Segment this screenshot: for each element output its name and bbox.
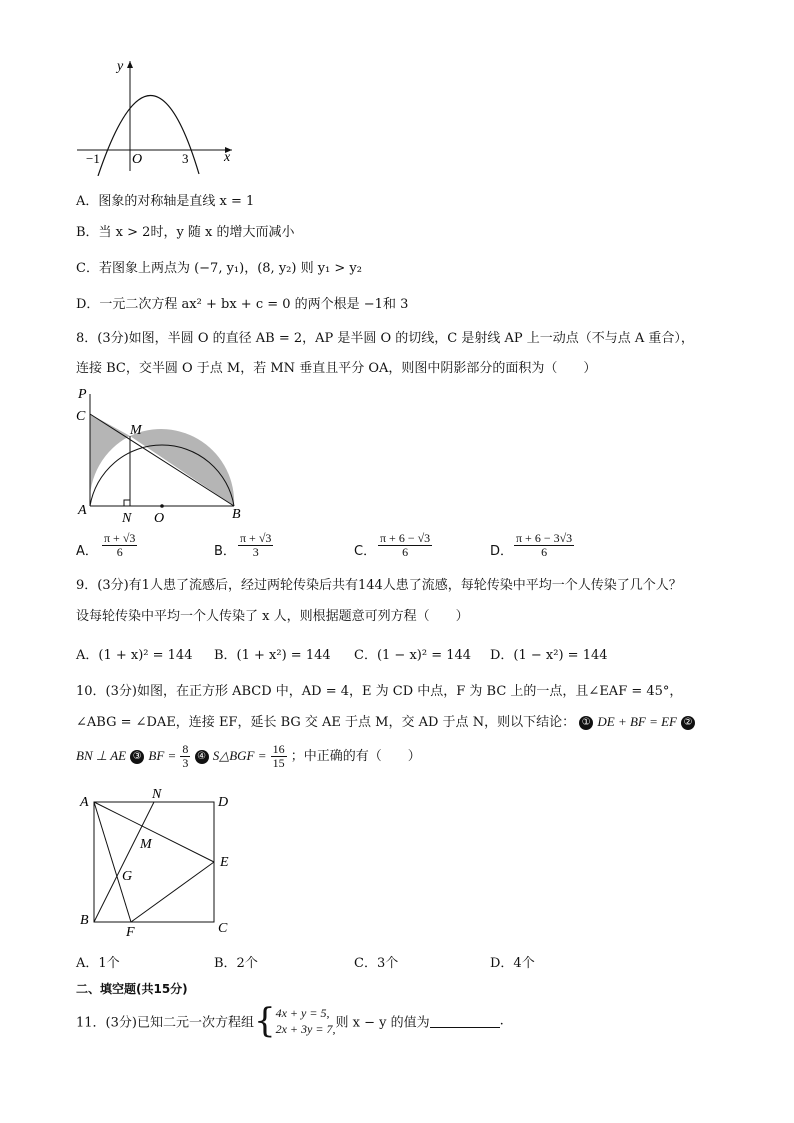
conclusion-3-marker: ③ <box>130 750 144 764</box>
q8-option-a-label: A． <box>76 544 98 559</box>
conclusion-4-marker: ④ <box>195 750 209 764</box>
q8-option-a-den: 6 <box>116 545 123 559</box>
q10-option-d: D．4个 <box>490 956 535 971</box>
origin-label: O <box>132 152 143 167</box>
q11-end: . <box>499 1013 504 1029</box>
label-N: N <box>152 787 162 802</box>
conclusion-2-marker: ② <box>681 716 695 730</box>
q8-options <box>76 532 696 570</box>
parabola-graph <box>72 56 242 176</box>
q8-option-d-label: D． <box>490 544 514 559</box>
q8-option-b-label: B． <box>214 544 236 559</box>
q8-option-b-den: 3 <box>252 545 259 559</box>
q8-stem-line2: 连接 BC，交半圆 O 于点 M，若 MN 垂直且平分 OA，则图中阴影部分的面积为（ ） <box>76 361 597 376</box>
label-A: A <box>78 503 87 518</box>
label-O: O <box>154 511 165 526</box>
q10-option-c: C．3个 <box>354 956 399 971</box>
semicircle-figure <box>72 384 252 526</box>
q8-option-a-num: π + √3 <box>104 531 136 545</box>
q7-option-c: C．若图象上两点为 (−7, y₁)，(8, y₂) 则 y₁ > y₂ <box>76 261 362 276</box>
square-figure <box>76 786 246 938</box>
label-F: F <box>126 925 135 938</box>
neg-one-label: −1 <box>86 151 100 166</box>
q11-eq2: 2x + 3y = 7, <box>275 1022 336 1036</box>
conclusion-3-text: BF = <box>148 748 177 763</box>
conclusion-1-text: DE + BF = EF <box>597 714 677 729</box>
q9-stem-line2: 设每轮传染中平均一个人传染了 x 人，则根据题意可列方程（ ） <box>76 609 469 624</box>
q10-stem-line2-text: ∠ABG = ∠DAE，连接 EF，延长 BG 交 AE 于点 M，交 AD 于点 N，则以下结论： <box>76 715 576 730</box>
conclusion-3-num: 8 <box>182 742 189 756</box>
conclusion-1-marker: ① <box>579 716 593 730</box>
q10-stem-line1: 10．(3分)如图，在正方形 ABCD 中，AD = 4，E 为 CD 中点，F 为 BC 上的一点，且∠EAF = 45°， <box>76 684 683 699</box>
label-B: B <box>232 507 241 522</box>
label-M: M <box>130 423 142 438</box>
answer-blank[interactable] <box>430 1015 500 1028</box>
q8-option-d-num: π + 6 − 3√3 <box>516 531 573 545</box>
q9-option-a: A．(1 + x)² = 144 <box>76 648 193 663</box>
q9-stem-line1: 9．(3分)有1人患了流感后，经过两轮传染后共有144人患了流感，每轮传染中平均一个人传染了几个人？ <box>76 578 682 593</box>
label-M: M <box>140 837 152 852</box>
q8-stem-line1: 8．(3分)如图，半圆 O 的直径 AB = 2，AP 是半圆 O 的切线，C 是射线 AP 上一动点（不与点 A 重合）， <box>76 331 694 346</box>
q9-option-d: D．(1 − x²) = 144 <box>490 648 608 663</box>
section-title: 二、填空题(共15分) <box>76 982 188 996</box>
q11 <box>76 1001 504 1048</box>
q10-option-a: A．1个 <box>76 956 120 971</box>
q9-options <box>76 644 696 664</box>
q7-option-d: D．一元二次方程 ax² + bx + c = 0 的两个根是 −1和 3 <box>76 297 409 312</box>
label-B: B <box>80 913 89 928</box>
conclusion-4-num: 16 <box>272 742 285 756</box>
conclusion-4-text: S△BGF = <box>212 748 267 763</box>
label-A: A <box>80 795 89 810</box>
conclusion-2-text: BN ⊥ AE <box>76 748 127 763</box>
label-G: G <box>122 869 133 884</box>
q8-option-c-num: π + 6 − √3 <box>380 531 431 545</box>
label-C: C <box>218 921 228 936</box>
label-D: D <box>218 795 229 810</box>
label-N: N <box>122 511 132 526</box>
q8-option-b-num: π + √3 <box>240 531 272 545</box>
label-C: C <box>76 409 86 424</box>
system-brace: { <box>253 1001 276 1041</box>
q10-option-b: B．2个 <box>214 956 258 971</box>
y-axis-label: y <box>117 59 124 74</box>
q11-eq1: 4x + y = 5, <box>275 1006 330 1020</box>
q10-options <box>76 952 696 972</box>
q8-option-c-label: C． <box>354 544 377 559</box>
q10-stem-line3 <box>76 742 421 771</box>
conclusion-4-den: 15 <box>272 756 285 770</box>
x-axis-label: x <box>224 150 231 165</box>
q10-stem-tail: ；中正确的有（ ） <box>290 749 421 764</box>
q7-option-b: B．当 x > 2时，y 随 x 的增大而减小 <box>76 225 295 240</box>
three-label: 3 <box>182 151 189 166</box>
q11-pre: 11．(3分)已知二元一次方程组 <box>76 1015 254 1031</box>
label-E: E <box>220 855 229 870</box>
q9-option-c: C．(1 − x)² = 144 <box>354 648 472 663</box>
q9-option-b: B．(1 + x²) = 144 <box>214 648 331 663</box>
q10-stem-line2 <box>76 713 716 732</box>
q8-option-c-den: 6 <box>402 545 409 559</box>
q7-option-a: A．图象的对称轴是直线 x = 1 <box>76 194 255 209</box>
conclusion-3-den: 3 <box>182 756 189 770</box>
q11-post: 则 x − y 的值为 <box>335 1015 430 1031</box>
label-P: P <box>78 387 87 402</box>
q8-option-d-den: 6 <box>541 545 548 559</box>
